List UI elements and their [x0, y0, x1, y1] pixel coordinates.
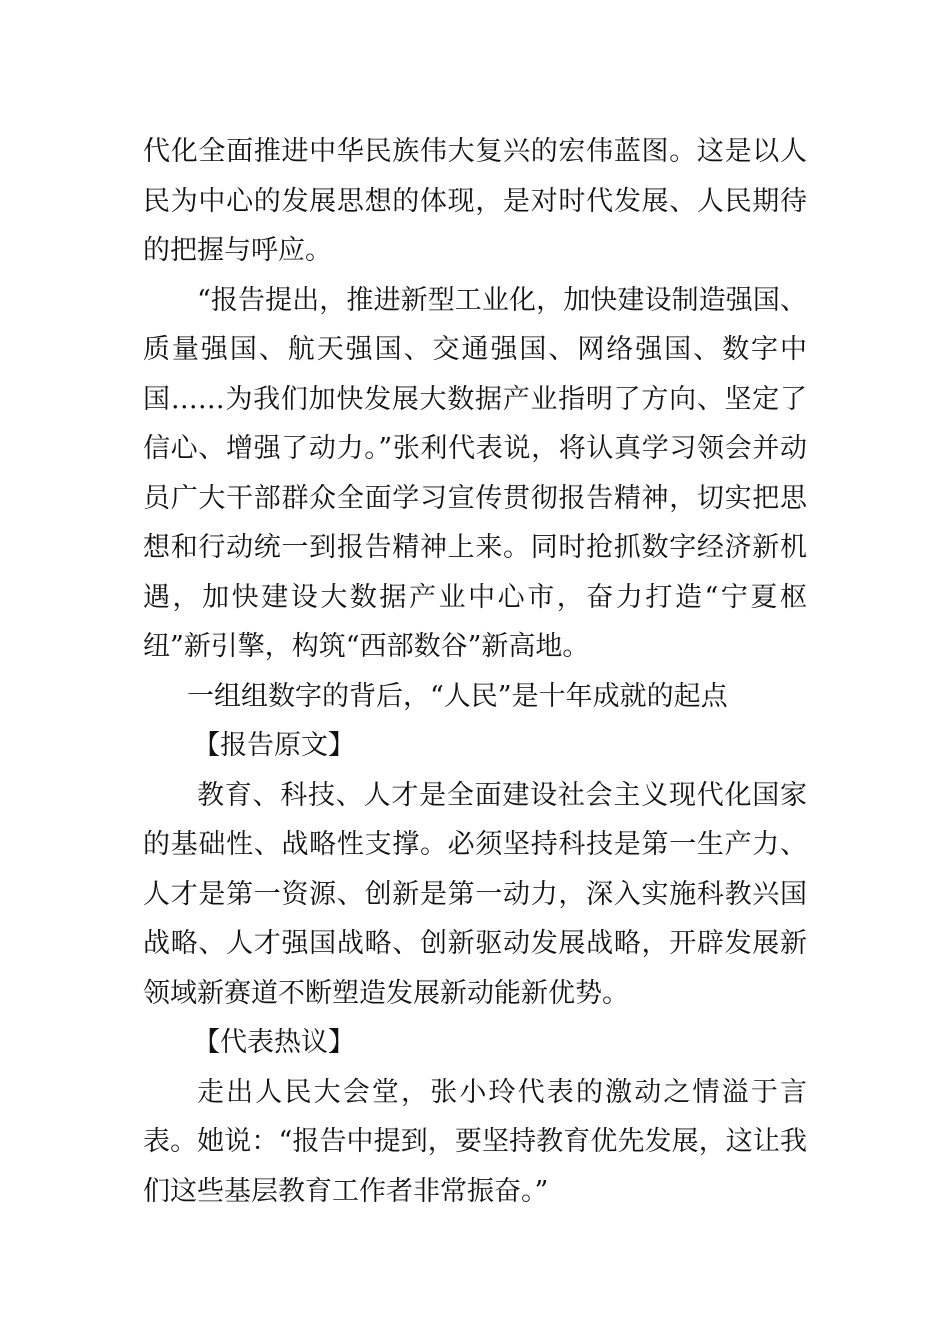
delegate-discussion-label: 【代表热议】: [193, 1027, 355, 1058]
report-original-label: 【报告原文】: [193, 730, 355, 761]
paragraph-report-quote: “报告提出，推进新型工业化，加快建设制造强国、质量强国、航天强国、交通强国、网络强国、数字中国……为我们加快发展大数据产业指明了方向、坚定了信心、增强了动力。”张利代表说，将认真学习领会并动员广大干部群众全面学习宣传贯彻报告精神，切实把思想和行动统一到报告精神上来。同时抢抓数字经济新机遇，加快建设大数据产业中心市，奋力打造“宁夏枢纽”新引擎，构筑“西部数谷”新高地。: [143, 284, 807, 662]
paragraph-continuation: 代化全面推进中华民族伟大复兴的宏伟蓝图。这是以人民为中心的发展思想的体现，是对时代发展、人民期待的把握与呼应。: [143, 136, 807, 266]
paragraph-delegate-comment: 走出人民大会堂，张小玲代表的激动之情溢于言表。她说：“报告中提到，要坚持教育优先发展，这让我们这些基层教育工作者非常振奋。”: [143, 1076, 807, 1207]
paragraph-report-text: 教育、科技、人才是全面建设社会主义现代化国家的基础性、战略性支撑。必须坚持科技是第一生产力、人才是第一资源、创新是第一动力，深入实施科教兴国战略、人才强国战略、创新驱动发展战略，开辟发展新领域新赛道不断塑造发展新动能新优势。: [143, 779, 807, 1009]
section-heading: 一组组数字的背后，“人民”是十年成就的起点: [187, 680, 728, 712]
document-page: [143, 127, 807, 1216]
